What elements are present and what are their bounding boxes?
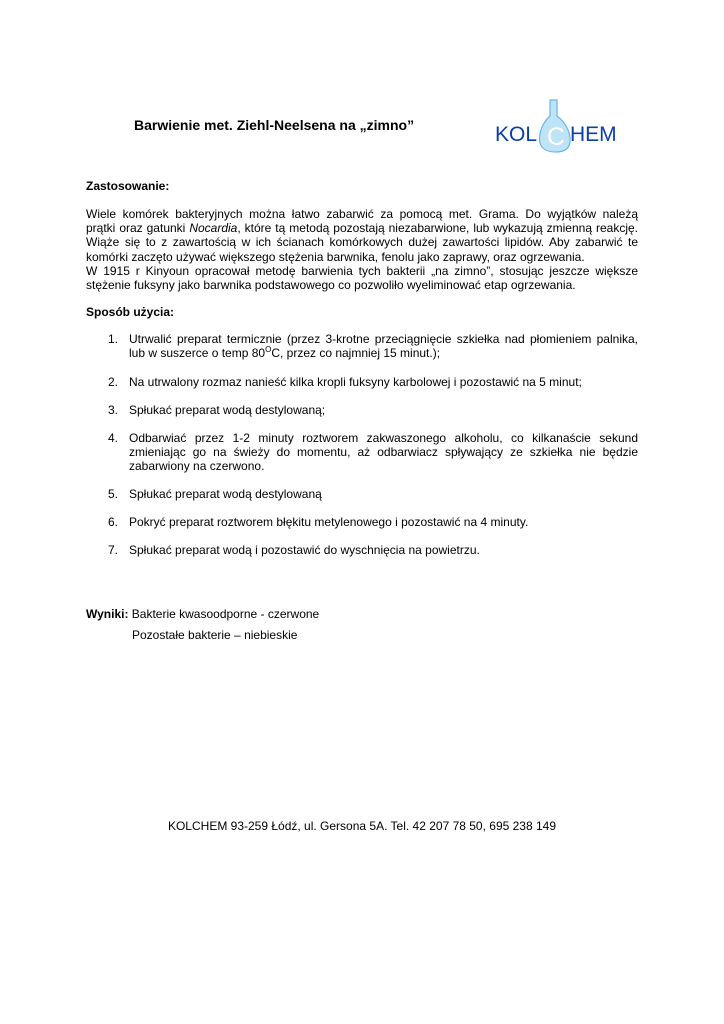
genus-name: Nocardia <box>189 221 238 236</box>
logo-text-right: HEM <box>570 123 617 146</box>
step-text: Odbarwiać przez 1-2 minuty roztworem zakwaszonego alkoholu, co kilkanaście sekund <box>129 431 638 445</box>
application-line: Wiąże się to z zawartością w ich ścianach komórkowych dużej zawartości lipidów. Aby zabarwić te <box>86 235 638 250</box>
results-section <box>86 607 320 642</box>
step-text: Spłukać preparat wodą destylowaną <box>129 487 322 501</box>
step-number: 7. <box>108 543 119 557</box>
step-text: lub w suszerce o temp $80^OC$, przez co najmniej 15 minut.); <box>129 345 441 361</box>
step-text: Spłukać preparat wodą i pozostawić do wyschnięcia na powietrzu. <box>129 543 480 557</box>
step-number: 6. <box>108 515 119 529</box>
application-paragraph <box>86 207 638 292</box>
application-line: Wiele komórek bakteryjnych można łatwo zabarwić za pomocą met. Grama. Do wyjątków należą <box>86 207 638 221</box>
step-number: 2. <box>108 375 119 389</box>
step-number: 1. <box>108 332 119 346</box>
results-line: Pozostałe bakterie – niebieskie <box>132 628 298 642</box>
document-title: Barwienie met. Ziehl-Neelsena na „zimno” <box>134 117 415 133</box>
application-line: W 1915 r Kinyoun opracował metodę barwienia tych bakterii „na zimno”, stosując jeszcze większe <box>86 263 638 278</box>
application-line: stężenie fuksyny jako barwnika podstawowego co pozwoliło wyeliminować etap ogrzewania. <box>86 278 576 293</box>
application-line: komórki zaczęto używać większego stężenia barwnika, fenolu jako zaprawy, oraz ogrzewania. <box>86 249 585 264</box>
step-text: zmieniając go na świeży do momentu, aż odbarwiacz spływający ze szkiełka nie będzie <box>129 445 638 460</box>
step-text: Spłukać preparat wodą destylowaną; <box>129 403 326 417</box>
degree-superscript: O <box>265 345 272 355</box>
step-number: 5. <box>108 487 119 501</box>
step-text: Utrwalić preparat termicznie (przez 3-krotne przeciągnięcie szkiełka nad płomieniem palnika, <box>129 332 638 346</box>
step-number: 4. <box>108 431 119 445</box>
procedure-heading: Sposób użycia: <box>86 305 175 319</box>
logo-text-left: KOL <box>495 123 538 146</box>
company-footer: KOLCHEM 93-259 Łódź, ul. Gersona 5A. Tel. 42 207 78 50, 695 238 149 <box>167 819 557 833</box>
step-number: 3. <box>108 403 119 417</box>
kolchem-logo <box>493 98 621 154</box>
application-line: prątki oraz gatunki Nocardia, które tą metodą pozostają niezabarwione, lub wykazują zmienną reakcję. <box>86 221 638 236</box>
step-text: zabarwiony na czerwono. <box>129 459 265 474</box>
results-line: Bakterie kwasoodporne - czerwone <box>128 607 320 621</box>
step-text: Pokryć preparat roztworem błękitu metylenowego i pozostawić na 4 minuty. <box>129 515 529 529</box>
logo-text-flask-letter: C <box>547 123 566 151</box>
application-heading: Zastosowanie: <box>86 179 170 193</box>
results-label: Wyniki: <box>86 607 129 621</box>
step-text: Na utrwalony rozmaz nanieść kilka kropli fuksyny karbolowej i pozostawić na 5 minut; <box>129 375 582 389</box>
